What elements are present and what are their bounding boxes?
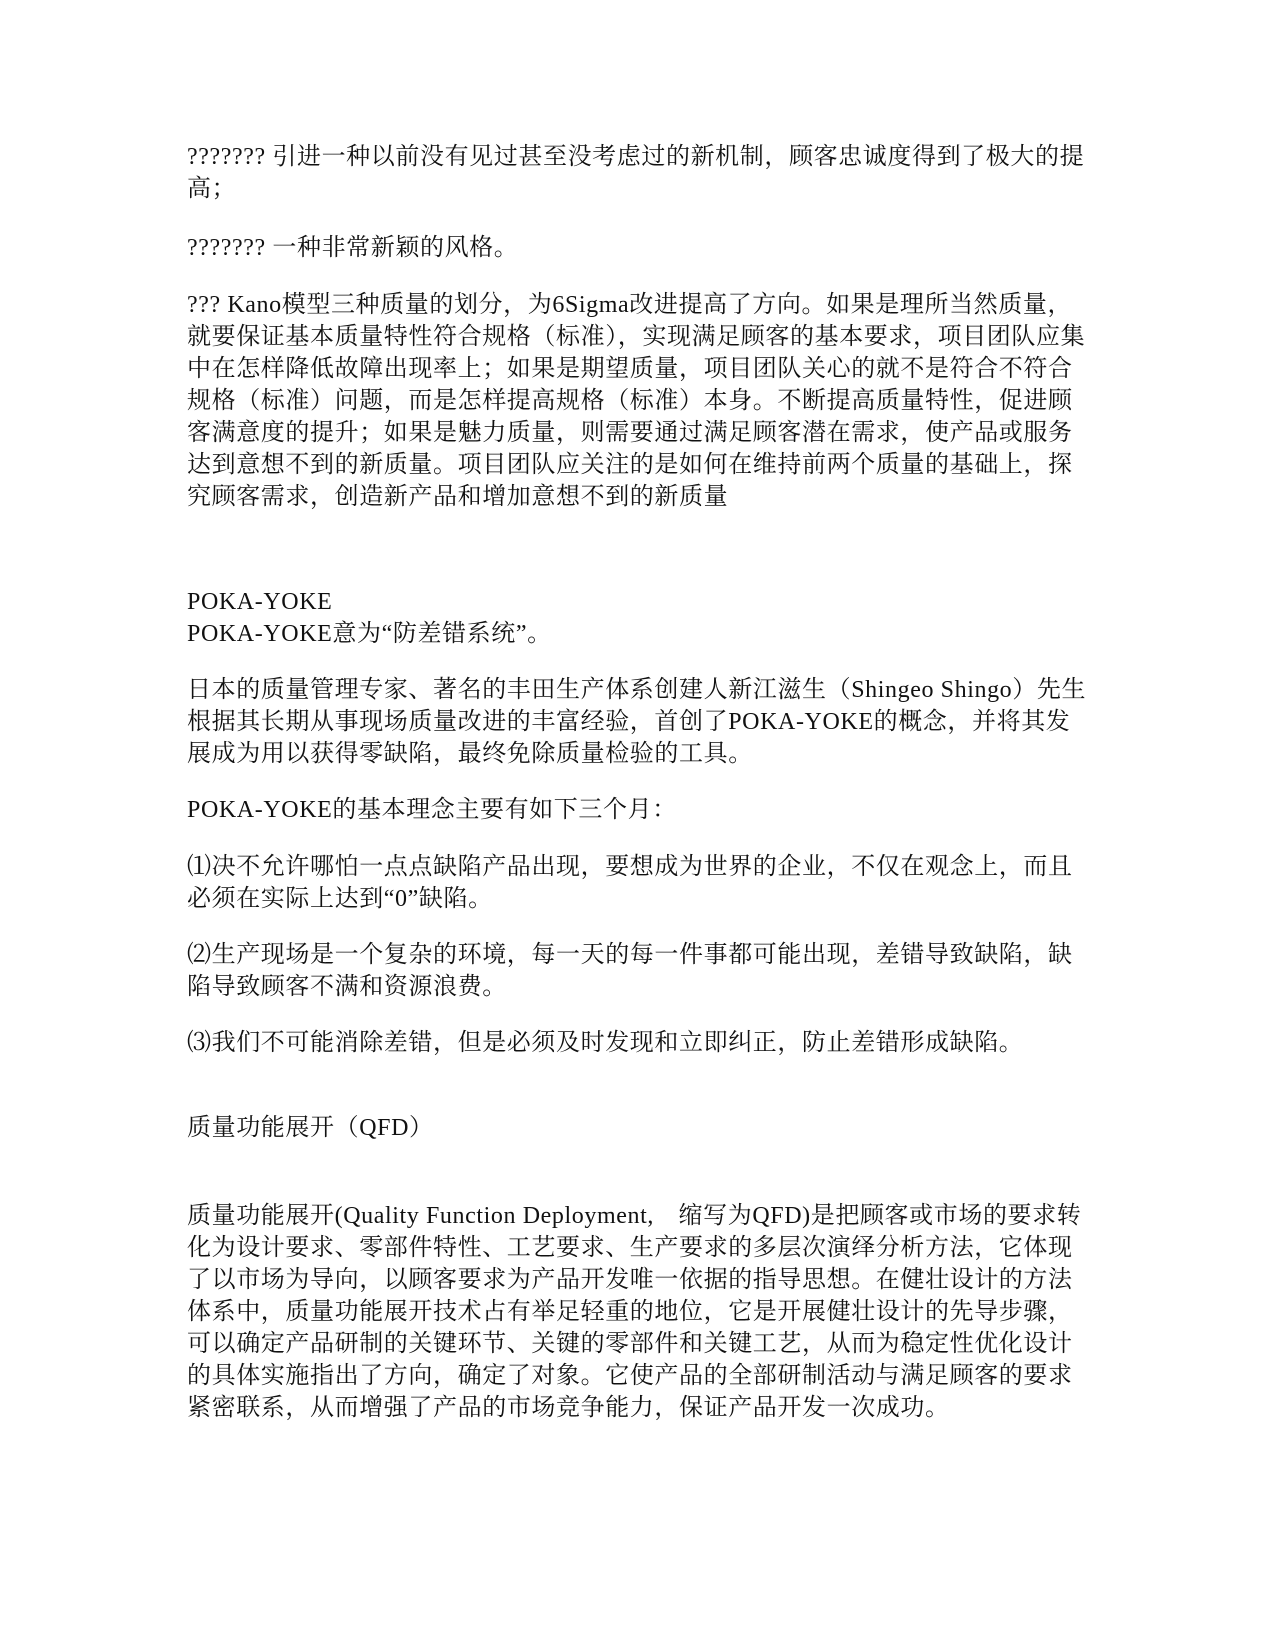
list-item-3: ⑶我们不可能消除差错，但是必须及时发现和立即纠正，防止差错形成缺陷。 (187, 1030, 1024, 1056)
qfd-title: 质量功能展开（QFD） (187, 1115, 434, 1141)
paragraph-kano-model: ??? Kano模型三种质量的划分，为6Sigma改进提高了方向。如果是理所当然质量，就要保证基本质量特性符合规格（标准），实现满足顾客的基本要求，项目团队应集中在怎样降低故障出现率上；如果是期望质量，项目团队关心的就不是符合不符合规格（标准）问题，而是怎样提高规格（标准）本身。不断提高质量特性，促进顾客满意度的提升；如果是魅力质量，则需要通过满足顾客潜在需求，使产品或服务达到意想不到的新质量。项目团队应关注的是如何在维持前两个质量的基础上，探究顾客需求，创造新产品和增加意想不到的新质量 (187, 292, 1086, 510)
list-item-2: ⑵生产现场是一个复杂的环境，每一天的每一件事都可能出现，差错导致缺陷，缺陷导致顾客不满和资源浪费。 (187, 942, 1073, 1000)
poka-yoke-definition: POKA-YOKE意为“防差错系统”。 (187, 621, 552, 647)
list-item-1: ⑴决不允许哪怕一点点缺陷产品出现，要想成为世界的企业，不仅在观念上，而且必须在实际上达到“0”缺陷。 (187, 854, 1073, 912)
paragraph-qfd: 质量功能展开(Quality Function Deployment, 缩写为QFD)是把顾客或市场的要求转化为设计要求、零部件特性、工艺要求、生产要求的多层次演绎分析方法，它体现了以市场为导向，以顾客要求为产品开发唯一依据的指导思想。在健壮设计的方法体系中，质量功能展开技术占有举足轻重的地位，它是开展健壮设计的先导步骤，可以确定产品研制的关键环节、关键的零部件和关键工艺，从而为稳定性优化设计的具体实施指出了方向，确定了对象。它使产品的全部研制活动与满足顾客的要求紧密联系，从而增强了产品的市场竞争能力，保证产品开发一次成功。 (187, 1203, 1082, 1421)
poka-yoke-title: POKA-YOKE (187, 589, 333, 615)
paragraph-new-mechanism: ??????? 引进一种以前没有见过甚至没考虑过的新机制，顾客忠诚度得到了极大的提高； (187, 144, 1085, 202)
paragraph-shingo: 日本的质量管理专家、著名的丰田生产体系创建人新江滋生（Shingeo Shingo）先生根据其长期从事现场质量改进的丰富经验，首创了POKA-YOKE的概念，并将其发展成为用以获得零缺陷，最终免除质量检验的工具。 (187, 677, 1087, 767)
paragraph-new-style: ??????? 一种非常新颖的风格。 (187, 235, 519, 261)
paragraph-poka-yoke-concepts: POKA-YOKE的基本理念主要有如下三个月： (187, 797, 677, 823)
